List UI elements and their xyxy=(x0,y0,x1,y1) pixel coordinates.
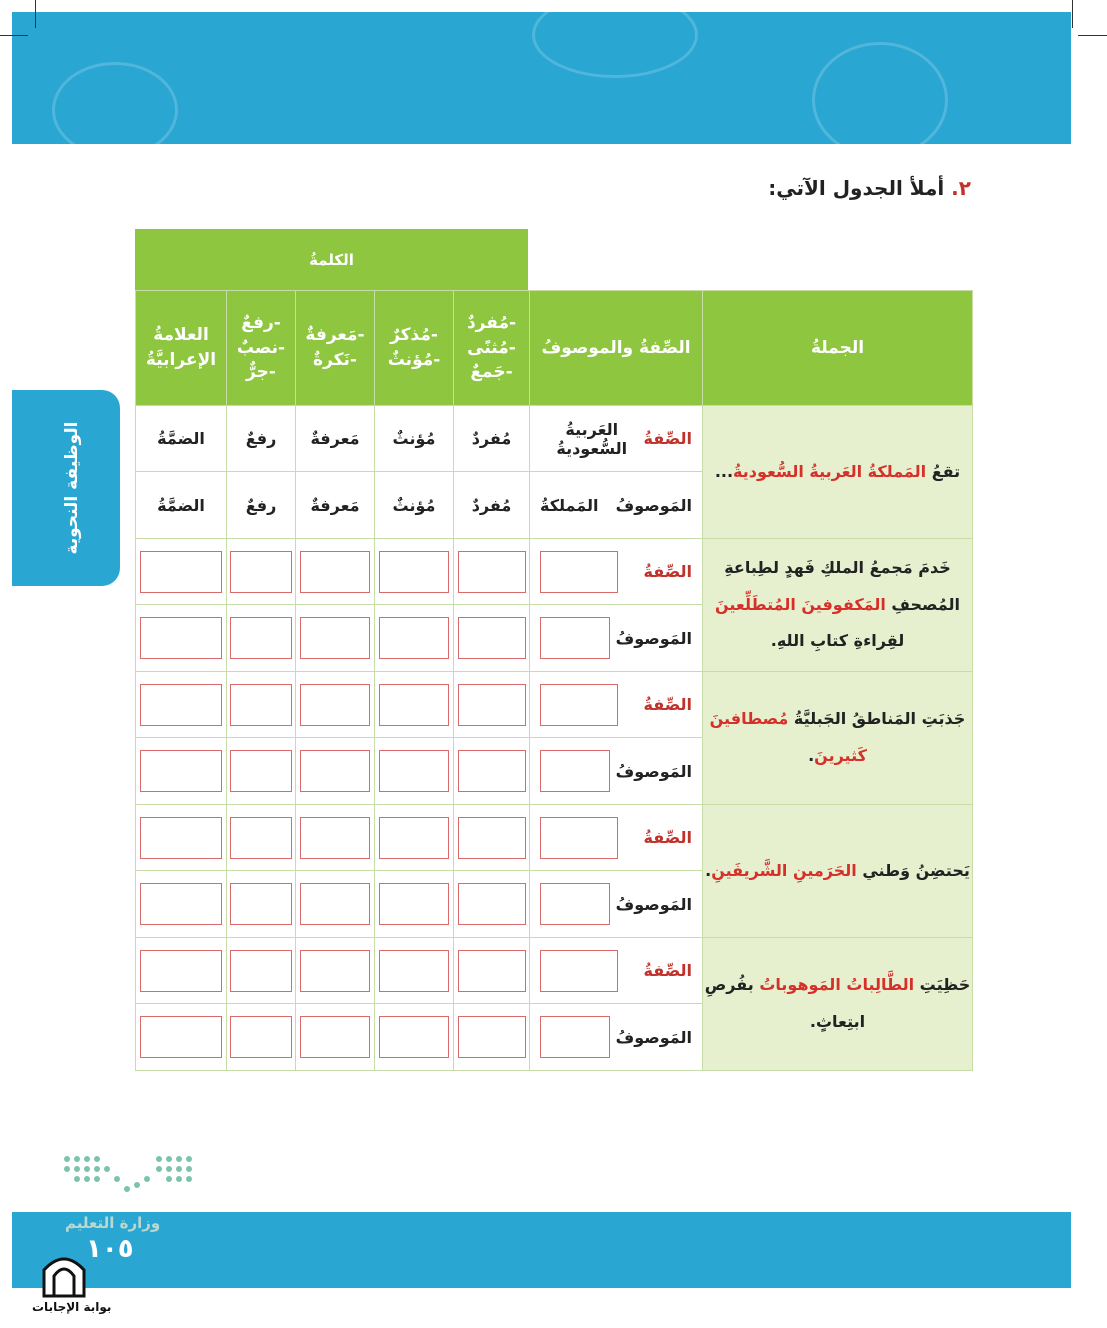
gender-value: مُؤنثٌ xyxy=(375,406,454,472)
answer-cell xyxy=(454,938,530,1004)
sentence-cell: جَذبَتِ المَناطقُ الجَبليَّةُ مُصطافينَ كَثيرينَ. xyxy=(703,672,973,805)
answer-field[interactable] xyxy=(140,684,221,726)
answer-field[interactable] xyxy=(379,883,450,925)
grammar-table xyxy=(135,290,973,1071)
case-mark-value: الضمَّةُ xyxy=(136,472,227,539)
crop-mark xyxy=(0,35,28,36)
answer-cell xyxy=(454,1004,530,1071)
ministry-logo-icon xyxy=(60,1152,200,1200)
word-group-header: الكلمةُ xyxy=(135,229,528,290)
ministry-name: وزارة التعليم xyxy=(65,1214,161,1232)
noun-cell: المَوصوفُ xyxy=(530,605,703,672)
sentence-cell: تقعُ المَملكةُ العَربيةُ السُّعوديةُ... xyxy=(703,406,973,539)
answer-cell xyxy=(227,1004,296,1071)
answer-cell xyxy=(454,539,530,605)
adjective-cell: الصِّفةُ xyxy=(530,672,703,738)
answer-cell xyxy=(227,738,296,805)
adjective-cell: الصِّفةُ xyxy=(530,805,703,871)
table-row xyxy=(136,938,973,1004)
answer-field[interactable] xyxy=(540,750,610,792)
answer-field[interactable] xyxy=(540,617,610,659)
answer-field[interactable] xyxy=(458,1016,526,1058)
answer-cell xyxy=(296,1004,375,1071)
header-sentence: الجملةُ xyxy=(703,291,973,406)
answer-cell xyxy=(296,605,375,672)
answer-field[interactable] xyxy=(230,617,292,659)
crop-mark xyxy=(1078,35,1107,36)
header-definiteness: -مَعرفةٌ -نَكرةٌ xyxy=(296,291,375,406)
answer-field[interactable] xyxy=(458,551,526,593)
table-row xyxy=(136,539,973,605)
answer-field[interactable] xyxy=(230,551,292,593)
case-value: رفعٌ xyxy=(227,406,296,472)
noun-word: المَملكةُ xyxy=(540,495,599,515)
answer-field[interactable] xyxy=(230,684,292,726)
adjective-word: العَربيةُ السُّعوديةُ xyxy=(556,419,628,458)
exercise-title xyxy=(768,176,971,200)
noun-cell: المَوصوفُ xyxy=(530,1004,703,1071)
decorative-pattern xyxy=(812,42,948,144)
answer-field[interactable] xyxy=(300,883,371,925)
answer-field[interactable] xyxy=(458,950,526,992)
answer-cell xyxy=(296,805,375,871)
answer-field[interactable] xyxy=(300,750,371,792)
answer-cell xyxy=(296,672,375,738)
answer-cell xyxy=(454,805,530,871)
header-case: -رفعٌ -نصبٌ -جرٌّ xyxy=(227,291,296,406)
answer-field[interactable] xyxy=(230,1016,292,1058)
answer-field[interactable] xyxy=(379,684,450,726)
answer-cell xyxy=(227,605,296,672)
answer-cell xyxy=(454,672,530,738)
answer-cell xyxy=(375,1004,454,1071)
answer-cell xyxy=(296,738,375,805)
answer-cell xyxy=(136,938,227,1004)
page-number: ١٠٥ xyxy=(86,1234,134,1264)
header-case-mark: العلامةُ الإعرابيَّةُ xyxy=(136,291,227,406)
answer-field[interactable] xyxy=(140,617,221,659)
answer-cell xyxy=(136,539,227,605)
answer-field[interactable] xyxy=(379,551,450,593)
answer-field[interactable] xyxy=(458,617,526,659)
answer-cell xyxy=(227,672,296,738)
answer-cell xyxy=(375,938,454,1004)
number-value: مُفردٌ xyxy=(454,406,530,472)
answer-field[interactable] xyxy=(540,551,618,593)
answer-cell xyxy=(136,871,227,938)
footer-band xyxy=(12,1212,1071,1288)
highlighted-phrase: الحَرَمينِ الشَّريفَينِ xyxy=(711,860,857,880)
answer-field[interactable] xyxy=(140,551,221,593)
noun-cell: المَوصوفُ xyxy=(530,738,703,805)
answer-cell xyxy=(375,672,454,738)
header-adjective-noun: الصِّفةُ والموصوفُ xyxy=(530,291,703,406)
portal-label: بوابة الإجابات xyxy=(32,1300,112,1314)
number-value: مُفردٌ xyxy=(454,472,530,539)
answer-cell xyxy=(227,805,296,871)
highlighted-phrase: المَكفوفينَ المُتطَلِّعينَ xyxy=(714,594,886,614)
answer-field[interactable] xyxy=(140,817,221,859)
case-value: رفعٌ xyxy=(227,472,296,539)
section-side-tab xyxy=(12,390,120,586)
answer-cell xyxy=(375,871,454,938)
answer-field[interactable] xyxy=(458,883,526,925)
highlighted-phrase: مُصطافينَ كَثيرينَ xyxy=(709,709,867,765)
answer-field[interactable] xyxy=(230,817,292,859)
answer-field[interactable] xyxy=(379,617,450,659)
definiteness-value: مَعرفةٌ xyxy=(296,472,375,539)
exercise-number: ٢. xyxy=(951,176,971,200)
answer-field[interactable] xyxy=(379,1016,450,1058)
answer-field[interactable] xyxy=(230,950,292,992)
answer-cell xyxy=(136,605,227,672)
answer-field[interactable] xyxy=(458,684,526,726)
answer-field[interactable] xyxy=(540,883,610,925)
table-row xyxy=(136,406,973,472)
answer-field[interactable] xyxy=(300,817,371,859)
answer-cell xyxy=(227,871,296,938)
header-band xyxy=(12,12,1071,144)
answer-field[interactable] xyxy=(300,551,371,593)
answer-cell xyxy=(375,605,454,672)
highlighted-phrase: المَملكةُ العَربيةُ السُّعوديةُ xyxy=(733,461,927,481)
answer-field[interactable] xyxy=(300,1016,371,1058)
answer-cell xyxy=(296,871,375,938)
answer-field[interactable] xyxy=(140,1016,221,1058)
highlighted-phrase: الطَّالِباتُ المَوهوباتُ xyxy=(759,975,915,995)
answer-field[interactable] xyxy=(379,750,450,792)
answer-cell xyxy=(454,871,530,938)
noun-cell: المَوصوفُ xyxy=(530,871,703,938)
definiteness-value: مَعرفةٌ xyxy=(296,406,375,472)
answer-field[interactable] xyxy=(230,883,292,925)
answer-field[interactable] xyxy=(140,950,221,992)
noun-cell: المَوصوفُ المَملكةُ xyxy=(530,472,703,539)
table-row xyxy=(136,672,973,738)
answer-cell xyxy=(227,539,296,605)
exercise-instruction: أملأ الجدول الآتي: xyxy=(768,176,945,200)
answer-cell xyxy=(136,805,227,871)
decorative-pattern xyxy=(52,62,178,144)
crop-mark xyxy=(1072,0,1073,28)
answer-cell xyxy=(375,738,454,805)
answer-field[interactable] xyxy=(230,750,292,792)
adjective-cell: الصِّفةُ xyxy=(530,938,703,1004)
table-row xyxy=(136,805,973,871)
answer-field[interactable] xyxy=(540,1016,610,1058)
answer-field[interactable] xyxy=(540,684,618,726)
answer-cell xyxy=(296,539,375,605)
side-tab-label: الوظيفة النحوية xyxy=(62,421,82,555)
gender-value: مُؤنثٌ xyxy=(375,472,454,539)
answer-field[interactable] xyxy=(300,684,371,726)
answer-field[interactable] xyxy=(300,950,371,992)
answer-cell xyxy=(375,805,454,871)
case-mark-value: الضمَّةُ xyxy=(136,406,227,472)
portal-arch-icon xyxy=(40,1252,88,1298)
sentence-cell: حَظِيَتِ الطَّالِباتُ المَوهوباتُ بفُرصِ ابتِعاثٍ. xyxy=(703,938,973,1071)
answer-cell xyxy=(296,938,375,1004)
answer-cell xyxy=(136,1004,227,1071)
answer-field[interactable] xyxy=(379,817,450,859)
answer-field[interactable] xyxy=(540,817,618,859)
decorative-pattern xyxy=(532,12,698,78)
adjective-cell: الصِّفةُ xyxy=(530,539,703,605)
header-number: -مُفردٌ -مُثنًى -جَمعٌ xyxy=(454,291,530,406)
sentence-cell: خَدمَ مَجمعُ الملكِ فَهدٍ لطِباعةِ المُصحفِ المَكفوفينَ المُتطَلِّعينَ لقِراءةِ كتابِ اللهِ. xyxy=(703,539,973,672)
answer-cell xyxy=(375,539,454,605)
answer-cell xyxy=(136,672,227,738)
answer-cell xyxy=(136,738,227,805)
adjective-cell: الصِّفةُ العَربيةُ السُّعوديةُ xyxy=(530,406,703,472)
header-gender: -مُذكرٌ -مُؤنثٌ xyxy=(375,291,454,406)
answer-field[interactable] xyxy=(540,950,618,992)
crop-mark xyxy=(35,0,36,28)
answer-cell xyxy=(454,738,530,805)
answer-field[interactable] xyxy=(458,750,526,792)
answer-field[interactable] xyxy=(140,750,221,792)
answer-field[interactable] xyxy=(300,617,371,659)
answer-field[interactable] xyxy=(379,950,450,992)
answer-field[interactable] xyxy=(458,817,526,859)
answer-cell xyxy=(227,938,296,1004)
answer-field[interactable] xyxy=(140,883,221,925)
answer-cell xyxy=(454,605,530,672)
sentence-cell: يَحتضِنُ وَطني الحَرَمينِ الشَّريفَينِ. xyxy=(703,805,973,938)
